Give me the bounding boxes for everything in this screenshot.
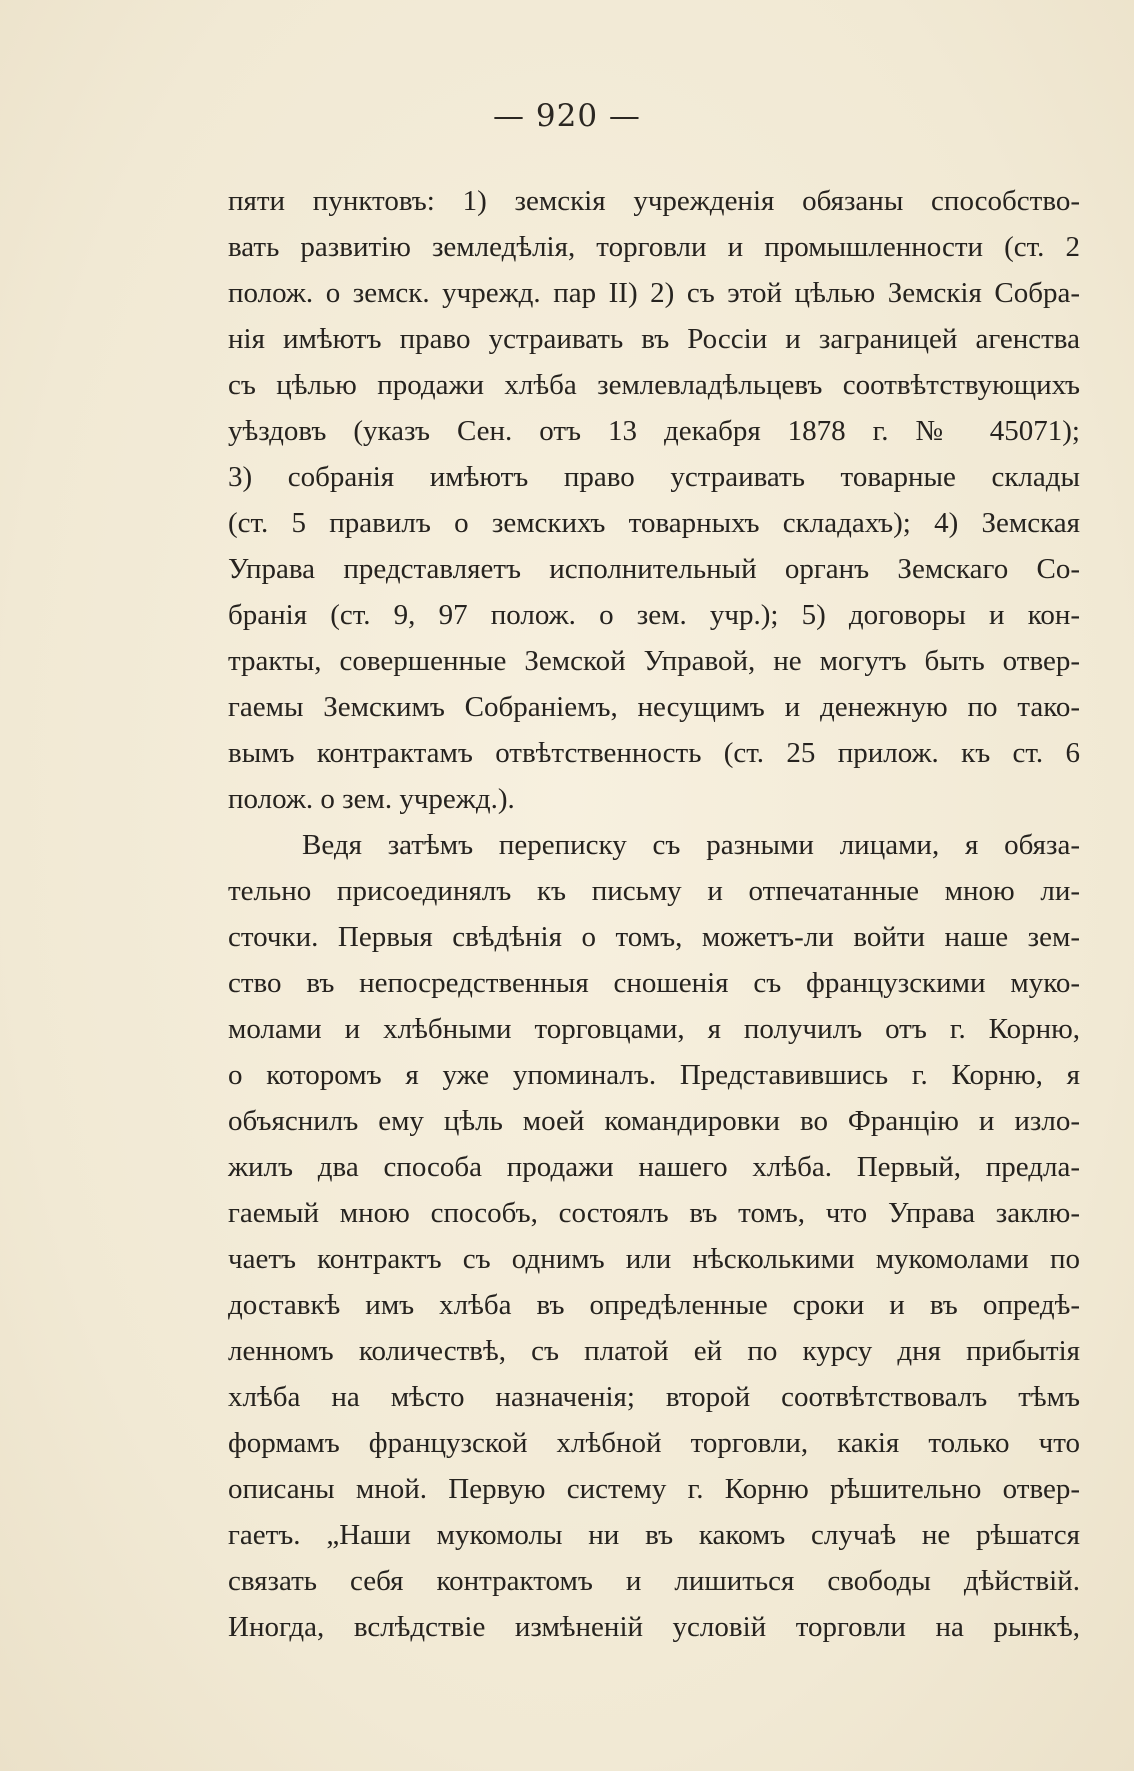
text-line: доставкѣ имъ хлѣба въ опредѣленные сроки и въ опредѣ- [228, 1289, 1080, 1321]
text-line: Ведя затѣмъ переписку съ разными лицами, я обяза- [302, 829, 1080, 861]
text-line: гаемы Земскимъ Собраніемъ, несущимъ и денежную по тако- [228, 691, 1080, 723]
text-line: Иногда, вслѣдствіе измѣненій условій торговли на рынкѣ, [228, 1611, 1080, 1643]
text-line: ство въ непосредственныя сношенія съ французскими муко- [228, 967, 1080, 999]
text-line: тельно присоединялъ къ письму и отпечатанные мною ли- [228, 875, 1080, 907]
text-line: чаетъ контрактъ съ однимъ или нѣсколькими мукомолами по [228, 1243, 1080, 1275]
text-line: описаны мной. Первую систему г. Корню рѣшительно отвер- [228, 1473, 1080, 1505]
page-number: — 920 — [493, 98, 641, 134]
text-line: вымъ контрактамъ отвѣтственность (ст. 25 прилож. къ ст. 6 [228, 737, 1080, 769]
text-line: вать развитію земледѣлія, торговли и промышленности (ст. 2 [228, 231, 1080, 263]
text-line: нія имѣютъ право устраивать въ Россіи и заграницей агенства [228, 323, 1080, 355]
text-line: формамъ французской хлѣбной торговли, какія только что [228, 1427, 1080, 1459]
text-line: (ст. 5 правилъ о земскихъ товарныхъ складахъ); 4) Земская [228, 507, 1080, 539]
text-line: молами и хлѣбными торговцами, я получилъ отъ г. Корню, [228, 1013, 1080, 1045]
text-line: хлѣба на мѣсто назначенія; второй соотвѣтствовалъ тѣмъ [228, 1381, 1080, 1413]
text-line: о которомъ я уже упоминалъ. Представившись г. Корню, я [228, 1059, 1080, 1091]
text-line: ленномъ количествѣ, съ платой ей по курсу дня прибытія [228, 1335, 1080, 1367]
text-line: пяти пунктовъ: 1) земскія учрежденія обязаны способство- [228, 185, 1080, 217]
text-line: гаетъ. „Наши мукомолы ни въ какомъ случаѣ не рѣшатся [228, 1519, 1080, 1551]
text-line: бранія (ст. 9, 97 полож. о зем. учр.); 5) договоры и кон- [228, 599, 1080, 631]
text-line: съ цѣлью продажи хлѣба землевладѣльцевъ соотвѣтствующихъ [228, 369, 1080, 401]
text-line: объяснилъ ему цѣль моей командировки во Францію и изло- [228, 1105, 1080, 1137]
text-line: сточки. Первыя свѣдѣнія о томъ, можетъ-ли войти наше зем- [228, 921, 1080, 953]
text-line: Управа представляетъ исполнительный органъ Земскаго Со- [228, 553, 1080, 585]
text-line: связать себя контрактомъ и лишиться свободы дѣйствій. [228, 1565, 1080, 1597]
text-line: гаемый мною способъ, состоялъ въ томъ, что Управа заклю- [228, 1197, 1080, 1229]
body-text [228, 178, 1080, 1650]
text-line: уѣздовъ (указъ Сен. отъ 13 декабря 1878 г. № 45071); [228, 415, 1080, 447]
text-line: тракты, совершенные Земской Управой, не могутъ быть отвер- [228, 645, 1080, 677]
text-line: полож. о земск. учрежд. пар II) 2) съ этой цѣлью Земскія Собра- [228, 277, 1080, 309]
text-line: жилъ два способа продажи нашего хлѣба. Первый, предла- [228, 1151, 1080, 1183]
text-line: 3) собранія имѣютъ право устраивать товарные склады [228, 461, 1080, 493]
text-line: полож. о зем. учрежд.). [228, 783, 515, 815]
